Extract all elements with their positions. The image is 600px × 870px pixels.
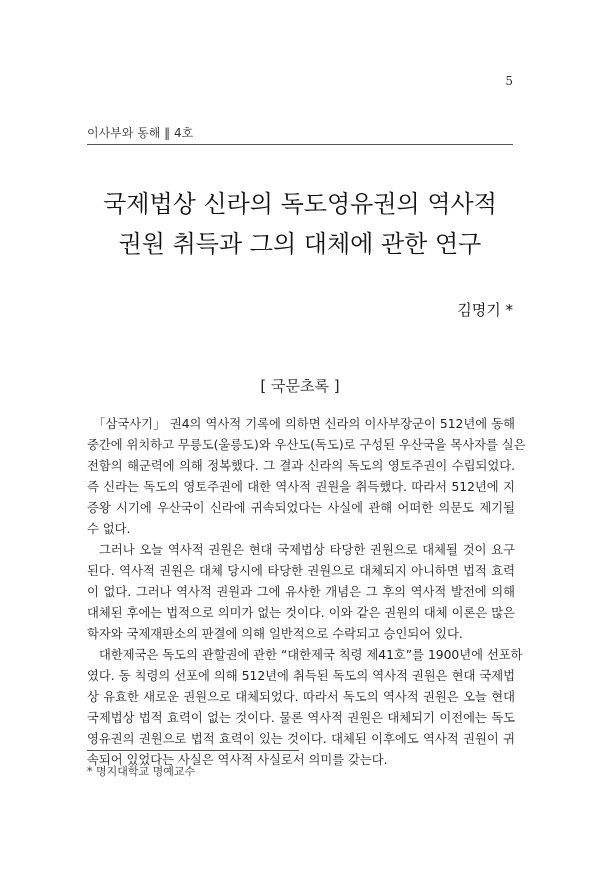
abstract-line: 학자와 국제재판소의 판결에 의해 일반적으로 수락되고 승인되어 있다. xyxy=(87,627,463,641)
abstract-line: 전함의 해군력에 의해 정복했다. 그 결과 신라의 독도의 영토주권이 수립되었다. xyxy=(87,459,515,473)
abstract-line: 이 없다. 그러나 역사적 권원과 그에 유사한 개념은 그 후의 역사적 발전에 의해 xyxy=(87,585,515,599)
abstract-line: 영유권의 권원으로 법적 효력이 있는 것이다. 대체된 이후에도 역사적 권원이 귀 xyxy=(87,732,515,746)
paper-title xyxy=(0,184,600,264)
abstract-line: 상 유효한 새로운 권원으로 대체되었다. 따라서 독도의 역사적 권원은 오늘 현대 xyxy=(87,690,515,704)
abstract-line: 즉 신라는 독도의 영토주권에 대한 역사적 권원을 취득했다. 따라서 512년에 지 xyxy=(87,480,515,494)
abstract-line: 대체된 후에는 법적으로 의미가 없는 것이다. 이와 같은 권원의 대체 이론은 많은 xyxy=(87,606,515,620)
abstract-line: 국제법상 법적 효력이 없는 것이다. 물론 역사적 권원은 대체되기 이전에는 독도 xyxy=(87,711,515,725)
running-head: 이사부와 동해 ‖ 4호 xyxy=(87,126,194,140)
title-line: 권원 취득과 그의 대체에 관한 연구 xyxy=(118,230,482,258)
title-line: 국제법상 신라의 독도영유권의 역사적 xyxy=(103,190,497,218)
abstract-line: 수 없다. xyxy=(87,522,131,536)
abstract-line: 「삼국사기」 권4의 역사적 기록에 의하면 신라의 이사부장군이 512년에 동해 xyxy=(93,417,515,431)
abstract-body xyxy=(87,414,526,771)
footnote-divider xyxy=(87,750,299,751)
abstract-line: 증왕 시기에 우산국이 신라에 귀속되었다는 사실에 관해 어떠한 의문도 제기될 xyxy=(87,501,515,515)
abstract-line: 대한제국은 독도의 관할권에 관한 “대한제국 칙령 제41호”를 1900년에 선포하 xyxy=(99,648,523,662)
abstract-line: 그러나 오늘 역사적 권원은 현대 국제법상 타당한 권원으로 대체될 것이 요구 xyxy=(99,543,515,557)
author: 김명기 * xyxy=(457,301,513,319)
abstract-line: 중간에 위치하고 무릉도(울릉도)와 우산도(독도)로 구성된 우산국을 목사자를 실은 xyxy=(87,438,526,452)
abstract-heading: [ 국문초록 ] xyxy=(260,377,340,395)
abstract-line: 된다. 역사적 권원은 대체 당시에 타당한 권원으로 대체되지 아니하면 법적 효력 xyxy=(87,564,515,578)
footnote: * 명지대학교 명예교수 xyxy=(87,765,196,778)
abstract-line: 속되어 있었다는 사실은 역사적 사실로서 의미를 갖는다. xyxy=(87,753,388,767)
page-number: 5 xyxy=(505,74,513,88)
abstract-line: 였다. 동 칙령의 선포에 의해 512년에 취득된 독도의 역사적 권원은 현대 국제법 xyxy=(87,669,515,683)
header-divider xyxy=(87,144,513,145)
